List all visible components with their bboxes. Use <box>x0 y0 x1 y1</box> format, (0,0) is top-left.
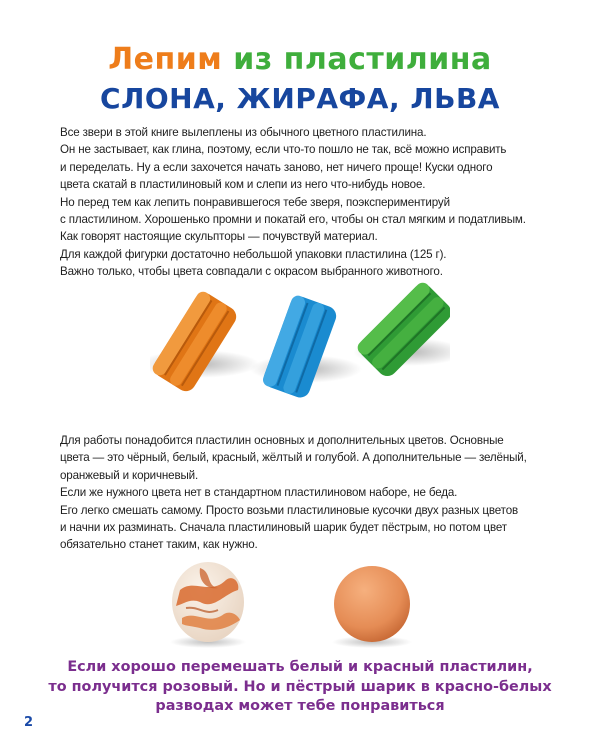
page-subtitle: СЛОНА, ЖИРАФА, ЛЬВА <box>100 82 500 115</box>
text-line: Важно только, чтобы цвета совпадали с окрасом выбранного животного. <box>60 265 443 279</box>
page-title <box>0 42 600 78</box>
text-line: Его легко смешать самому. Просто возьми пластилиновые кусочки двух разных цветов <box>60 503 519 517</box>
peach-plasticine-ball <box>332 566 412 648</box>
text-line: и переделать. Ну а если захочется начать заново, нет ничего проще! Куски одного <box>60 160 493 174</box>
mixing-caption <box>40 658 560 717</box>
page-number: 2 <box>24 715 34 730</box>
plasticine-balls-photo <box>160 560 460 650</box>
text-line: обязательно станет таким, как нужно. <box>60 538 258 552</box>
caption-line: то получится розовый. Но и пёстрый шарик в красно-белых <box>48 678 552 695</box>
text-line: Но перед тем как лепить понравившегося тебе зверя, поэкспериментируй <box>60 195 450 209</box>
text-line: оранжевый и коричневый. <box>60 468 199 482</box>
text-line: Для каждой фигурки достаточно небольшой упаковки пластилина (125 г). <box>60 247 447 261</box>
colors-paragraph <box>60 432 550 554</box>
marbled-plasticine-ball <box>170 562 246 648</box>
title-words-from-plasticine: из пластилина <box>233 42 492 77</box>
orange-plasticine-block <box>150 282 283 412</box>
plasticine-blocks-photo <box>150 282 450 412</box>
text-line: цвета — это чёрный, белый, красный, жёлтый и голубой. А дополнительные — зелёный, <box>60 451 527 465</box>
text-line: Как говорят настоящие скульпторы — почувствуй материал. <box>60 230 378 244</box>
text-line: Все звери в этой книге вылеплены из обычного цветного пластилина. <box>60 126 427 139</box>
text-line: Если же нужного цвета нет в стандартном пластилиновом наборе, не беда. <box>60 486 458 500</box>
text-line: Для работы понадобится пластилин основных и дополнительных цветов. Основные <box>60 434 504 447</box>
caption-line: разводах может тебе понравиться <box>155 698 445 714</box>
text-line: с пластилином. Хорошенько промни и покатай его, чтобы он стал мягким и податливым. <box>60 213 526 227</box>
intro-paragraph <box>60 124 550 281</box>
text-line: и начни их разминать. Сначала пластилиновый шарик будет пёстрым, но потом цвет <box>60 521 507 535</box>
title-word-lepim: Лепим <box>108 42 223 77</box>
green-plasticine-block <box>339 282 450 412</box>
text-line: Он не застывает, как глина, поэтому, если что-то пошло не так, всё можно исправить <box>60 143 507 157</box>
text-line: цвета скатай в пластилиновый ком и слепи из него что-нибудь новое. <box>60 178 426 192</box>
caption-line: Если хорошо перемешать белый и красный пластилин, <box>67 659 533 675</box>
